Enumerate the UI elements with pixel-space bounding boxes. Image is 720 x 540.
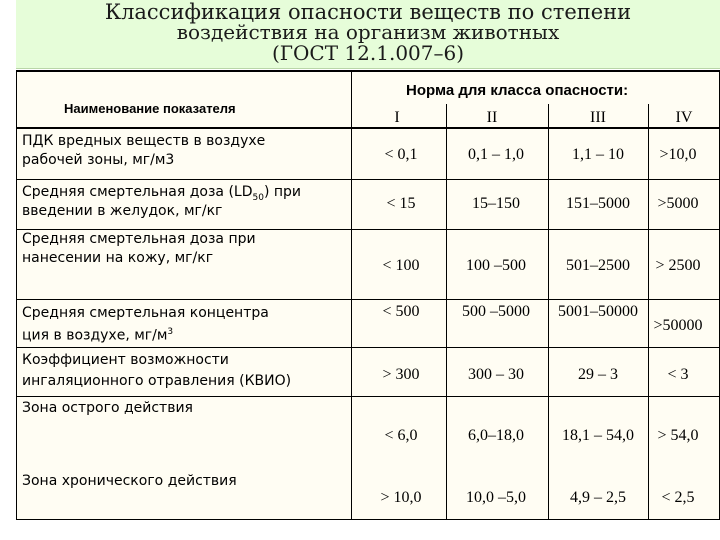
title-line-2: воздействия на организм животных xyxy=(176,20,560,44)
row-1-name-line-2: рабочей зоны, мг/м3 xyxy=(22,152,175,168)
row-3-name-line-2: нанесении на кожу, мг/кг xyxy=(22,250,214,266)
row-divider xyxy=(16,127,720,129)
row-4-class-3: 5001–50000 xyxy=(558,303,638,320)
row-divider xyxy=(16,396,720,397)
row-3-class-2: 100 –500 xyxy=(466,257,526,274)
row-4-class-1: < 500 xyxy=(382,303,420,320)
row-4-name-line-2: ция в воздухе, $мг/м^3$ xyxy=(22,327,174,344)
title-line-3: (ГОСТ 12.1.007–6) xyxy=(271,41,465,65)
row-3-class-3: 501–2500 xyxy=(566,257,630,274)
header-class-2: II xyxy=(486,109,498,126)
classification-table xyxy=(16,70,720,520)
row-6-name: Зона острого действия xyxy=(22,400,193,416)
row-5-class-4: < 3 xyxy=(667,366,689,383)
row-6-class-4: > 54,0 xyxy=(657,427,699,444)
column-divider xyxy=(548,104,549,520)
row-6-class-1: < 6,0 xyxy=(384,427,418,444)
row-2-class-3: 151–5000 xyxy=(566,195,630,212)
row-5-class-1: > 300 xyxy=(382,366,420,383)
header-class-3: III xyxy=(590,109,606,126)
row-4-name-line-1: Средняя смертельная концентра xyxy=(22,305,269,321)
column-divider xyxy=(648,104,649,520)
row-2-class-2: 15–150 xyxy=(472,195,520,212)
row-3-class-4: > 2500 xyxy=(655,257,701,274)
row-5-class-3: 29 – 3 xyxy=(578,366,618,383)
row-7-class-3: 4,9 – 2,5 xyxy=(570,489,626,506)
row-divider xyxy=(16,179,720,180)
row-1-class-2: 0,1 – 1,0 xyxy=(468,146,524,163)
row-4-class-2: 500 –5000 xyxy=(462,303,530,320)
row-2-class-1: < 15 xyxy=(386,195,416,212)
row-3-class-1: < 100 xyxy=(382,257,420,274)
title-band xyxy=(16,0,720,69)
row-3-name-line-1: Средняя смертельная доза при xyxy=(22,231,256,247)
row-7-class-1: > 10,0 xyxy=(380,489,422,506)
row-4-class-4: >50000 xyxy=(653,317,703,334)
row-7-name: Зона хронического действия xyxy=(22,473,237,489)
row-2-name-line-2: введении в желудок, мг/кг xyxy=(22,203,223,219)
row-1-name-line-1: ПДК вредных веществ в воздухе xyxy=(22,133,266,149)
column-divider xyxy=(446,104,447,520)
row-5-class-2: 300 – 30 xyxy=(468,366,524,383)
row-1-class-1: < 0,1 xyxy=(384,146,418,163)
row-1-class-3: 1,1 – 10 xyxy=(572,146,624,163)
column-divider xyxy=(16,72,17,520)
row-6-class-2: 6,0–18,0 xyxy=(468,427,524,444)
row-7-class-4: < 2,5 xyxy=(661,489,695,506)
header-class-4: IV xyxy=(675,109,693,126)
row-1-class-4: >10,0 xyxy=(659,146,697,163)
row-divider xyxy=(16,229,720,230)
title-line-1: Классификация опасности веществ по степени xyxy=(104,0,632,24)
column-divider xyxy=(351,72,352,520)
header-name-column: Наименование показателя xyxy=(64,101,236,116)
header-class-1: I xyxy=(394,109,400,126)
row-5-name-line-1: Коэффициент возможности xyxy=(22,352,229,368)
row-7-class-2: 10,0 –5,0 xyxy=(466,489,526,506)
row-divider xyxy=(16,347,720,348)
row-5-name-line-2: ингаляционного отравления (КВИО) xyxy=(22,373,292,389)
row-divider xyxy=(16,299,720,300)
row-2-class-4: >5000 xyxy=(657,195,699,212)
header-norm-label: Норма для класса опасности: xyxy=(406,82,629,99)
table-bottom-border xyxy=(16,519,720,520)
row-6-class-3: 18,1 – 54,0 xyxy=(562,427,634,444)
row-2-name-line-1: Средняя смертельная доза $(LD_{50})$ при xyxy=(22,184,302,203)
